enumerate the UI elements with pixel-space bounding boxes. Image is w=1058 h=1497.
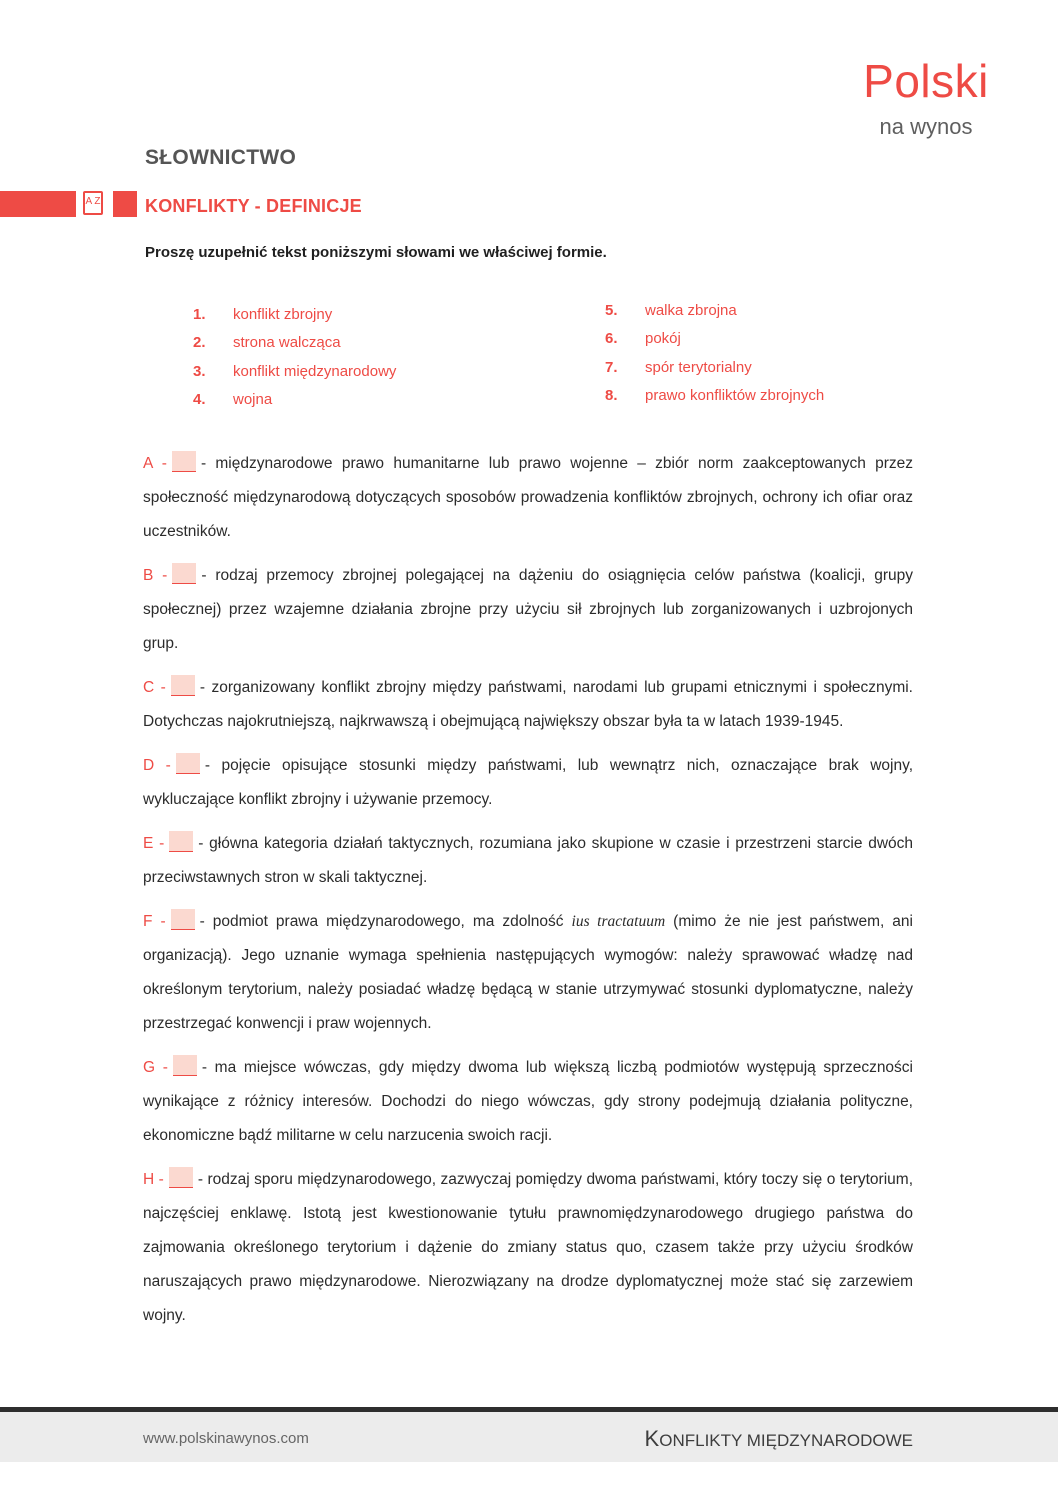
list-item <box>605 296 824 325</box>
item-number: 2. <box>193 334 206 352</box>
answer-blank[interactable] <box>176 753 200 774</box>
header-accent-bar <box>0 191 76 217</box>
brand-logo <box>856 55 996 140</box>
definition-a <box>143 447 913 549</box>
header-accent-square <box>113 191 137 217</box>
logo-na-wynos-text: na wynos <box>879 114 973 139</box>
answer-blank[interactable] <box>169 831 193 852</box>
item-word: pokój <box>645 330 681 348</box>
list-item <box>605 353 824 382</box>
definition-letter: D - <box>143 757 171 774</box>
answer-blank[interactable] <box>173 1055 197 1076</box>
list-item <box>605 325 824 354</box>
dictionary-icon: A Z <box>83 191 103 215</box>
definition-d <box>143 749 913 817</box>
page-footer <box>0 1412 1058 1462</box>
definition-b <box>143 559 913 661</box>
definition-g <box>143 1051 913 1153</box>
answer-blank[interactable] <box>169 1167 193 1188</box>
word-list-left <box>193 300 396 414</box>
item-word: spór terytorialny <box>645 358 752 376</box>
instruction-text: Proszę uzupełnić tekst poniższymi słowami we właściwej formie. <box>145 244 607 261</box>
list-item <box>193 300 396 329</box>
item-number: 8. <box>605 387 618 405</box>
definition-letter: H - <box>143 1171 164 1188</box>
item-number: 7. <box>605 358 618 376</box>
list-item <box>193 386 396 415</box>
definition-h <box>143 1163 913 1333</box>
definition-text: - międzynarodowe prawo humanitarne lub prawo wojenne – zbiór norm zaakceptowanych przez społeczność międzynarodową dotyczących sposobów prowadzenia konfliktów zbrojnych, ochrony ich ofiar oraz uczestników. <box>143 455 914 540</box>
definition-text: - rodzaj przemocy zbrojnej polegającej na dążeniu do osiągnięcia celów państwa (koalicji, grupy społecznej) przez wzajemne działania zbrojne przy użyciu sił zbrojnych lub zorganizowanych i uzbrojonych grup. <box>143 567 914 652</box>
section-title: SŁOWNICTWO <box>145 146 297 169</box>
list-item <box>193 357 396 386</box>
definition-text: (mimo że nie jest państwem, ani organizacją). Jego uznanie wymaga spełnienia następujących wymogów: należy sprawować władzę nad określonym terytorium, należy posiadać władzę będącą w stanie utrzymywać stosunki dyplomatyczne, należy przestrzegać konwencji i praw wojennych. <box>143 913 913 1032</box>
item-word: konflikt zbrojny <box>233 305 333 323</box>
answer-blank[interactable] <box>171 909 195 930</box>
definition-text: - zorganizowany konflikt zbrojny między państwami, narodami lub grupami etnicznymi i społecznymi. Dotychczas najokrutniejszą, najkrwawszą i obejmującą największy obszar była ta w latach 1939-1945. <box>143 679 913 730</box>
definition-text: - podmiot prawa międzynarodowego, ma zdolność <box>199 913 572 930</box>
item-word: konflikt międzynarodowy <box>233 362 397 380</box>
answer-blank[interactable] <box>171 675 195 696</box>
item-number: 1. <box>193 305 206 323</box>
definition-letter: F - <box>143 913 166 930</box>
list-item <box>193 329 396 358</box>
definition-text: - ma miejsce wówczas, gdy między dwoma lub większą liczbą podmiotów występują sprzeczności wynikające z różnicy interesów. Dochodzi do niego wówczas, gdy strony podejmują działania polityczne, ekonomiczne bądź militarne w celu narzucenia swoich racji. <box>143 1059 913 1144</box>
item-word: prawo konfliktów zbrojnych <box>645 387 825 405</box>
answer-blank[interactable] <box>172 563 196 584</box>
item-word: strona walcząca <box>233 334 341 352</box>
definition-letter: G - <box>143 1059 168 1076</box>
definition-e <box>143 827 913 895</box>
definitions <box>143 447 913 1343</box>
item-word: wojna <box>233 391 273 409</box>
latin-term: ius tractatuum <box>571 913 666 930</box>
item-word: walka zbrojna <box>645 301 737 319</box>
definition-text: - rodzaj sporu międzynarodowego, zazwyczaj pomiędzy dwoma państwami, który toczy się o terytorium, najczęściej enklawę. Istotą jest kwestionowanie tytułu prawnomiędzynarodowego drugiego państwa do zajmowania określonego terytorium i dążenie do zmiany status quo, czasem także przy użyciu środków naruszających prawo międzynarodowe. Nierozwiązany na drodze dyplomatycznej może stać się zarzewiem wojny. <box>143 1171 913 1324</box>
exercise-subtitle: KONFLIKTY - DEFINICJE <box>145 196 362 216</box>
definition-letter: E - <box>143 835 165 852</box>
definition-letter: C - <box>143 679 166 696</box>
footer-website[interactable]: www.polskinawynos.com <box>143 1430 309 1447</box>
item-number: 3. <box>193 362 206 380</box>
definition-text: - główna kategoria działań taktycznych, rozumiana jako skupione w czasie i przestrzeni starcie dwóch przeciwstawnych stron w skali taktycznej. <box>143 835 914 886</box>
definition-text: - pojęcie opisujące stosunki między państwami, lub wewnątrz nich, oznaczające brak wojny, wykluczające konflikt zbrojny i używanie przemocy. <box>143 757 914 808</box>
item-number: 5. <box>605 301 618 319</box>
list-item <box>605 382 824 411</box>
footer-title <box>645 1426 913 1452</box>
item-number: 4. <box>193 391 206 409</box>
definition-c <box>143 671 913 739</box>
item-number: 6. <box>605 330 618 348</box>
definition-letter: A - <box>143 455 167 472</box>
definition-letter: B - <box>143 567 168 584</box>
footer-title-rest: ONFLIKTY MIĘDZYNARODOWE <box>659 1431 913 1450</box>
answer-blank[interactable] <box>172 451 196 472</box>
logo-polski-text: Polski <box>863 55 989 107</box>
definition-f <box>143 905 913 1041</box>
footer-title-initial: K <box>644 1426 660 1451</box>
word-list-right <box>605 296 824 410</box>
